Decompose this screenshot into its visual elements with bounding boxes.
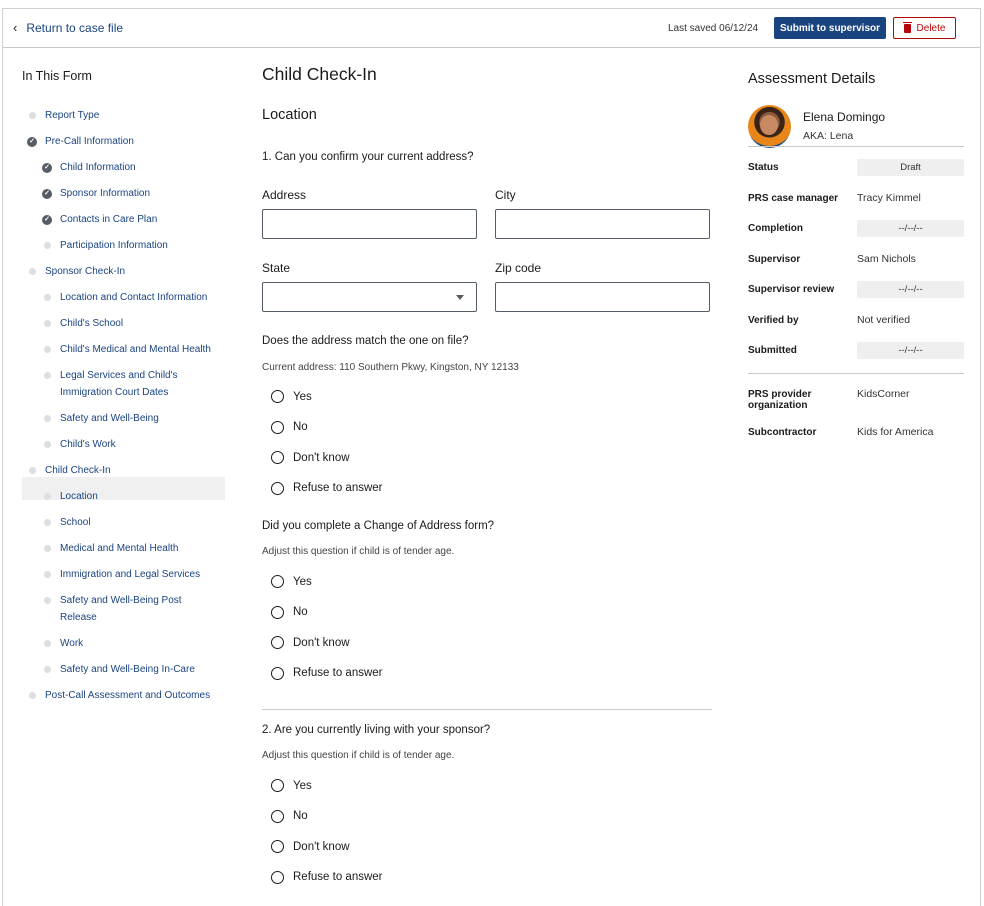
toc-item[interactable] [60, 540, 178, 557]
toc-item[interactable] [60, 289, 207, 306]
radio-circle[interactable] [271, 482, 284, 495]
dot-icon [44, 242, 51, 249]
change-of-address-radio-option[interactable] [271, 636, 350, 649]
dot-icon [44, 415, 51, 422]
divider [748, 373, 964, 374]
toc-item-label: Legal Services and Child's [60, 370, 178, 381]
address-match-radio-option[interactable] [271, 390, 312, 403]
dot-icon [44, 441, 51, 448]
toc-item[interactable] [60, 341, 211, 358]
toc-item[interactable] [60, 410, 159, 427]
living-with-sponsor-radio-option[interactable] [271, 779, 312, 792]
toc-item[interactable] [45, 263, 125, 280]
radio-label: No [293, 606, 308, 618]
toc-active-highlight [22, 477, 225, 500]
dot-icon [29, 692, 36, 699]
change-of-address-radio-option[interactable] [271, 606, 308, 619]
dot-icon [44, 493, 51, 500]
address-match-radio-option[interactable] [271, 482, 383, 495]
case-manager-value: Tracy Kimmel [857, 192, 921, 204]
radio-label: No [293, 810, 308, 822]
change-of-address-radio-option[interactable] [271, 575, 312, 588]
radio-circle[interactable] [271, 871, 284, 884]
radio-label: Don't know [293, 451, 350, 464]
dot-icon [44, 545, 51, 552]
toc-item-label: Post-Call Assessment and Outcomes [45, 690, 211, 701]
dot-icon [44, 346, 51, 353]
radio-circle[interactable] [271, 421, 284, 434]
person-aka: AKA: Lena [803, 130, 854, 142]
verified-by-label: Verified by [748, 315, 799, 326]
living-with-sponsor-radio-option[interactable] [271, 840, 350, 853]
radio-label: Yes [293, 390, 312, 403]
trash-icon [904, 24, 911, 33]
change-of-address-question: Did you complete a Change of Address form? [262, 520, 495, 532]
toc-item-label: Pre-Call Information [45, 136, 134, 147]
radio-label: Don't know [293, 636, 350, 649]
submitted-label: Submitted [748, 345, 797, 356]
check-circle-icon: ✓ [42, 215, 52, 225]
radio-circle[interactable] [271, 636, 284, 649]
toc-item[interactable] [60, 367, 178, 401]
return-to-case-file-link[interactable] [13, 21, 123, 35]
toc-item-label: Work [60, 638, 84, 649]
dot-icon [29, 268, 36, 275]
toc-item[interactable] [60, 315, 123, 332]
toc-item-label: Child's Work [60, 439, 116, 450]
section-title: Location [262, 107, 317, 123]
completion-value: --/--/-- [857, 220, 964, 237]
toc-item-label: Safety and Well-Being In-Care [60, 664, 195, 675]
dot-icon [44, 320, 51, 327]
toc-title: In This Form [22, 69, 92, 83]
provider-label-line-2: organization [748, 400, 808, 411]
verified-by-value: Not verified [857, 314, 911, 326]
toc-item-label: Sponsor Check-In [45, 266, 126, 277]
provider-value: KidsCorner [857, 388, 910, 400]
toc-item-label: Safety and Well-Being Post [60, 595, 182, 606]
supervisor-label: Supervisor [748, 254, 801, 265]
toc-item[interactable] [60, 661, 195, 678]
app-frame [2, 8, 981, 906]
toc-item[interactable] [29, 133, 134, 150]
top-bar [3, 9, 980, 48]
radio-label: Refuse to answer [293, 482, 383, 494]
dot-icon [44, 519, 51, 526]
toc-item-label: Location and Contact Information [60, 292, 208, 303]
last-saved-text: Last saved 06/12/24 [668, 23, 759, 34]
question-2: 2. Are you currently living with your sponsor? [262, 724, 491, 736]
change-of-address-radio-option[interactable] [271, 667, 383, 680]
caret-down-icon [456, 295, 464, 300]
address-label: Address [262, 188, 307, 202]
supervisor-value: Sam Nichols [857, 253, 916, 265]
toc-item-label: Child Information [60, 162, 136, 173]
dot-icon [44, 294, 51, 301]
radio-circle[interactable] [271, 606, 284, 619]
toc-item[interactable] [60, 237, 168, 254]
toc-item[interactable] [60, 488, 98, 505]
toc-item-label: Report Type [45, 110, 100, 121]
city-input[interactable] [495, 209, 710, 239]
provider-label-line-1: PRS provider [748, 389, 812, 400]
status-badge: Draft [857, 159, 964, 176]
status-label: Status [748, 162, 779, 173]
address-match-radio-option[interactable] [271, 451, 350, 464]
return-label: Return to case file [26, 21, 124, 35]
address-input[interactable] [262, 209, 477, 239]
dot-icon [29, 467, 36, 474]
form-title: Child Check-In [262, 64, 377, 84]
check-circle-icon: ✓ [42, 189, 52, 199]
toc-item[interactable] [60, 514, 91, 531]
case-manager-label: PRS case manager [748, 193, 839, 204]
toc-item-label: Participation Information [60, 240, 168, 251]
toc-item-label: Child Check-In [45, 465, 111, 476]
dot-icon [29, 112, 36, 119]
dot-icon [44, 597, 51, 604]
toc-item[interactable] [45, 107, 99, 124]
delete-label: Delete [916, 22, 946, 34]
avatar [748, 105, 791, 148]
toc-item-label: School [60, 517, 91, 528]
question-2-hint: Adjust this question if child is of tender age. [262, 750, 455, 761]
living-with-sponsor-radio-option[interactable] [271, 871, 383, 884]
radio-label: No [293, 421, 308, 433]
toc-item-label: Child's Medical and Mental Health [60, 344, 211, 355]
subcontractor-value: Kids for America [857, 426, 934, 438]
question-1: 1. Can you confirm your current address? [262, 151, 474, 163]
radio-label: Refuse to answer [293, 667, 383, 679]
dot-icon [44, 571, 51, 578]
radio-circle[interactable] [271, 390, 284, 403]
zip-input[interactable] [495, 282, 710, 312]
zip-label: Zip code [495, 261, 542, 275]
delete-button[interactable] [893, 17, 956, 39]
toc-item[interactable] [60, 436, 116, 453]
check-circle-icon: ✓ [42, 163, 52, 173]
toc-item[interactable] [45, 687, 210, 704]
address-match-radio-option[interactable] [271, 421, 308, 434]
radio-circle[interactable] [271, 451, 284, 464]
radio-circle[interactable] [271, 575, 284, 588]
toc-item[interactable] [44, 159, 136, 176]
toc-item-label: Sponsor Information [60, 188, 151, 199]
toc-item-label: Immigration and Legal Services [60, 569, 201, 580]
submit-to-supervisor-button[interactable]: Submit to supervisor [774, 17, 886, 39]
person-name: Elena Domingo [803, 110, 886, 124]
radio-circle[interactable] [271, 667, 284, 680]
toc-item-label: Contacts in Care Plan [60, 214, 158, 225]
toc-item-label-line-2: Immigration Court Dates [60, 387, 169, 398]
toc-item-label-line-2: Release [60, 612, 97, 623]
current-address-text: Current address: 110 Southern Pkwy, Kingston, NY 12133 [262, 362, 519, 373]
dot-icon [44, 372, 51, 379]
radio-circle[interactable] [271, 840, 284, 853]
subcontractor-label: Subcontractor [748, 427, 817, 438]
radio-circle[interactable] [271, 779, 284, 792]
assessment-details-title: Assessment Details [748, 71, 876, 87]
supervisor-review-value: --/--/-- [857, 281, 964, 298]
radio-label: Yes [293, 779, 312, 792]
state-label: State [262, 261, 291, 275]
check-circle-icon: ✓ [27, 137, 37, 147]
completion-label: Completion [748, 223, 803, 234]
supervisor-review-label: Supervisor review [748, 284, 835, 295]
toc-item-label: Medical and Mental Health [60, 543, 179, 554]
change-of-address-hint: Adjust this question if child is of tender age. [262, 546, 455, 557]
radio-label: Don't know [293, 840, 350, 853]
state-select[interactable] [262, 282, 477, 312]
toc-item-label: Safety and Well-Being [60, 413, 159, 424]
city-label: City [495, 188, 516, 202]
toc-item[interactable] [44, 185, 151, 202]
toc-item[interactable] [44, 211, 158, 228]
chevron-left-icon: ‹ [13, 20, 18, 35]
radio-label: Refuse to answer [293, 871, 383, 883]
toc-item[interactable] [60, 635, 83, 652]
dot-icon [44, 666, 51, 673]
toc-item[interactable] [45, 462, 111, 479]
address-match-question: Does the address match the one on file? [262, 335, 469, 347]
toc-item[interactable] [60, 592, 182, 626]
toc-item[interactable] [60, 566, 200, 583]
toc-item-label: Child's School [60, 318, 124, 329]
dot-icon [44, 640, 51, 647]
radio-label: Yes [293, 575, 312, 588]
toc-item-label: Location [60, 491, 98, 502]
submitted-value: --/--/-- [857, 342, 964, 359]
radio-circle[interactable] [271, 810, 284, 823]
section-divider [262, 709, 712, 710]
living-with-sponsor-radio-option[interactable] [271, 810, 308, 823]
divider [748, 146, 964, 147]
